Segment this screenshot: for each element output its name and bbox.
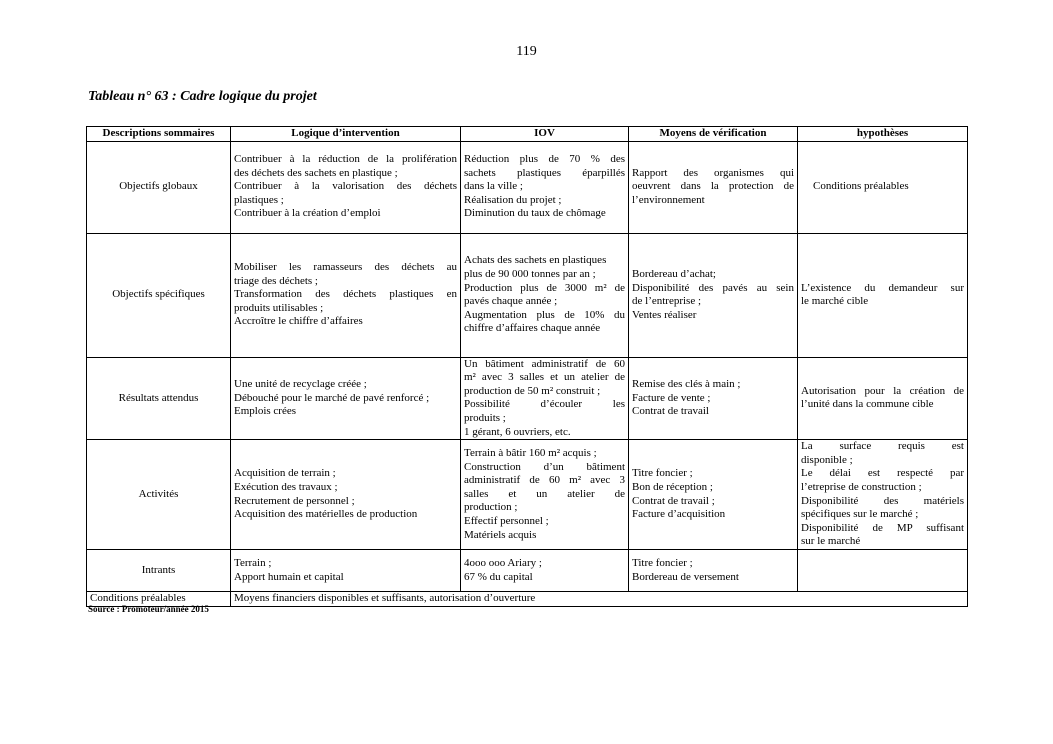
text-line: production ; xyxy=(464,501,518,514)
text-line: Terrain ; xyxy=(234,557,272,570)
text-line: Autorisation pour la création de xyxy=(801,384,964,397)
row-description: Intrants xyxy=(87,550,231,592)
text-line: Apport humain et capital xyxy=(234,570,344,583)
text-line: administratif de 60 m² avec 3 xyxy=(464,474,625,487)
text-line: Matériels acquis xyxy=(464,528,537,541)
text-line: Bordereau de versement xyxy=(632,570,739,583)
text-line: pavés chaque année ; xyxy=(464,295,558,308)
text-line: Réduction plus de 70 % des xyxy=(464,153,625,166)
table-header-row xyxy=(87,127,968,142)
logique-cell xyxy=(231,440,461,550)
text-line: Rapport des organismes qui xyxy=(632,166,794,179)
text-line: des déchets des sachets en plastique ; xyxy=(234,166,398,179)
text-line: sur le marché xyxy=(801,535,861,548)
text-line: Augmentation plus de 10% du xyxy=(464,308,625,321)
text-line: Contribuer à la création d’emploi xyxy=(234,207,381,220)
text-line: Terrain à bâtir 160 m² acquis ; xyxy=(464,447,597,460)
iov-cell xyxy=(461,141,629,233)
logique-cell xyxy=(231,357,461,440)
text-line: Disponibilité des pavés au sein xyxy=(632,281,794,294)
text-line: Acquisition des matérielles de production xyxy=(234,508,418,521)
text-line: Contrat de travail ; xyxy=(632,494,715,507)
moyens-cell xyxy=(629,357,798,440)
logique-cell xyxy=(231,550,461,592)
logical-framework-table xyxy=(86,126,968,607)
text-line: chiffre d’affaires chaque année xyxy=(464,322,601,335)
text-line: Une unité de recyclage créée ; xyxy=(234,377,367,390)
page-number: 119 xyxy=(516,44,537,59)
text-line: Réalisation du projet ; xyxy=(464,193,562,206)
row-description: Résultats attendus xyxy=(87,357,231,440)
text-line: Transformation des déchets plastiques en xyxy=(234,288,457,301)
text-line: Facture d’acquisition xyxy=(632,508,726,521)
text-line: salles et un atelier de xyxy=(464,487,625,500)
text-line: Débouché pour le marché de pavé renforcé ; xyxy=(234,391,430,404)
text-line: 67 % du capital xyxy=(464,570,533,583)
table-row xyxy=(87,550,968,592)
row-description: Objectifs globaux xyxy=(87,141,231,233)
text-line: plus de 90 000 tonnes par an ; xyxy=(464,267,596,280)
text-line: de l’entreprise ; xyxy=(632,295,702,308)
text-line: Diminution du taux de chômage xyxy=(464,207,606,220)
table-row xyxy=(87,357,968,440)
text-line: l’environnement xyxy=(632,193,705,206)
text-line: produits ; xyxy=(464,411,506,424)
text-line: 1 gérant, 6 ouvriers, etc. xyxy=(464,425,571,438)
header-iov: IOV xyxy=(461,127,629,142)
iov-cell xyxy=(461,440,629,550)
text-line: l’etreprise de construction ; xyxy=(801,481,922,494)
row-description: Activités xyxy=(87,440,231,550)
conditions-row xyxy=(87,592,968,607)
table-row xyxy=(87,440,968,550)
text-line: disponible ; xyxy=(801,453,853,466)
row-description: Objectifs spécifiques xyxy=(87,233,231,357)
iov-cell xyxy=(461,357,629,440)
text-line: 4ooo ooo Ariary ; xyxy=(464,557,542,570)
text-line: Production plus de 3000 m² de xyxy=(464,281,625,294)
text-line: production de 50 m² construit ; xyxy=(464,384,601,397)
logique-cell xyxy=(231,233,461,357)
table-row xyxy=(87,233,968,357)
iov-cell xyxy=(461,550,629,592)
text-line: plastiques ; xyxy=(234,193,284,206)
header-moyens: Moyens de vérification xyxy=(629,127,798,142)
text-line: l’unité dans la commune cible xyxy=(801,398,934,411)
text-line: spécifiques sur le marché ; xyxy=(801,508,919,521)
text-line: Contribuer à la valorisation des déchets xyxy=(234,180,457,193)
text-line: La surface requis est xyxy=(801,440,964,453)
text-line: Contribuer à la réduction de la prolifération xyxy=(234,153,457,166)
source-note: Source : Promoteur/année 2015 xyxy=(88,604,209,614)
text-line: Titre foncier ; xyxy=(632,467,693,480)
hypotheses-cell xyxy=(798,141,968,233)
table-title: Tableau n° 63 : Cadre logique du projet xyxy=(88,89,317,104)
text-line: Disponibilité de MP suffisant xyxy=(801,521,964,534)
hypotheses-cell xyxy=(798,440,968,550)
text-line: dans la ville ; xyxy=(464,180,523,193)
header-logique: Logique d’intervention xyxy=(231,127,461,142)
text-line: Le délai est respecté par xyxy=(801,467,964,480)
text-line: Un bâtiment administratif de 60 xyxy=(464,357,625,370)
moyens-cell xyxy=(629,233,798,357)
text-line: sachets plastiques éparpillés xyxy=(464,166,625,179)
conditions-label: Conditions préalables xyxy=(87,592,231,607)
text-line: oeuvrent dans la protection de xyxy=(632,180,794,193)
text-line: triage des déchets ; xyxy=(234,274,318,287)
text-line: Achats des sachets en plastiques xyxy=(464,254,607,267)
text-line: Recrutement de personnel ; xyxy=(234,494,355,507)
text-line: Contrat de travail xyxy=(632,405,709,418)
text-line: Emplois crées xyxy=(234,405,297,418)
text-line: Mobiliser les ramasseurs des déchets au xyxy=(234,261,457,274)
text-line: le marché cible xyxy=(801,295,869,308)
text-line: Bordereau d’achat; xyxy=(632,267,716,280)
table-row xyxy=(87,141,968,233)
text-line: Conditions préalables xyxy=(813,180,909,193)
text-line: Construction d’un bâtiment xyxy=(464,460,625,473)
text-line: Acquisition de terrain ; xyxy=(234,467,336,480)
moyens-cell xyxy=(629,440,798,550)
header-descriptions: Descriptions sommaires xyxy=(87,127,231,142)
text-line: Accroître le chiffre d’affaires xyxy=(234,315,363,328)
text-line: Bon de réception ; xyxy=(632,481,713,494)
text-line: produits utilisables ; xyxy=(234,301,324,314)
text-line: Effectif personnel ; xyxy=(464,515,549,528)
text-line: Ventes réaliser xyxy=(632,308,697,321)
text-line: Facture de vente ; xyxy=(632,391,711,404)
header-hypotheses: hypothèses xyxy=(798,127,968,142)
text-line: Exécution des travaux ; xyxy=(234,481,338,494)
moyens-cell xyxy=(629,141,798,233)
conditions-text: Moyens financiers disponibles et suffisants, autorisation d’ouverture xyxy=(231,592,968,607)
moyens-cell xyxy=(629,550,798,592)
text-line: L’existence du demandeur sur xyxy=(801,281,964,294)
text-line: Remise des clés à main ; xyxy=(632,377,741,390)
hypotheses-cell xyxy=(798,550,968,592)
text-line: Titre foncier ; xyxy=(632,557,693,570)
hypotheses-cell xyxy=(798,233,968,357)
hypotheses-cell xyxy=(798,357,968,440)
text-line: m² avec 3 salles et un atelier de xyxy=(464,371,625,384)
text-line: Possibilité d’écouler les xyxy=(464,398,625,411)
logique-cell xyxy=(231,141,461,233)
text-line: Disponibilité des matériels xyxy=(801,494,964,507)
iov-cell xyxy=(461,233,629,357)
